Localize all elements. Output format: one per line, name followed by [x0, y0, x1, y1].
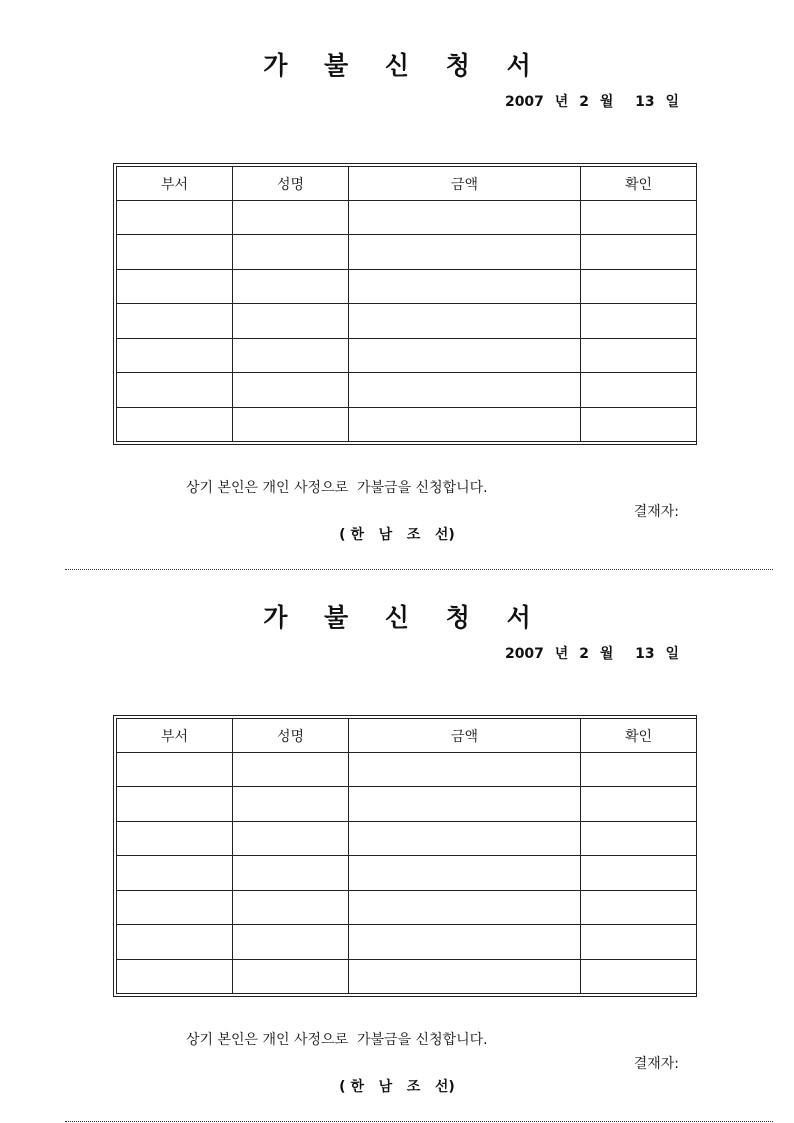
table-row [117, 235, 697, 269]
company-name: ( 한 남 조 선) [339, 1079, 455, 1095]
cell-amount[interactable] [349, 856, 581, 890]
table-row [117, 304, 697, 338]
cell-confirm[interactable] [581, 753, 697, 787]
cell-name[interactable] [233, 787, 349, 821]
request-table [116, 166, 697, 442]
cell-amount[interactable] [349, 373, 581, 407]
cell-confirm[interactable] [581, 856, 697, 890]
table-row [117, 856, 697, 890]
cell-amount[interactable] [349, 890, 581, 924]
date-month-unit: 월 [599, 646, 614, 662]
cell-confirm[interactable] [581, 304, 697, 338]
request-form-2 [0, 552, 794, 1104]
date-day: 13 [635, 646, 655, 662]
cell-amount[interactable] [349, 821, 581, 855]
cell-amount[interactable] [349, 925, 581, 959]
approver-label: 결재자: [633, 1056, 679, 1072]
form-date [505, 643, 679, 663]
table-row [117, 407, 697, 441]
cell-amount[interactable] [349, 235, 581, 269]
request-table [116, 718, 697, 994]
table-row [117, 753, 697, 787]
cell-department[interactable] [117, 753, 233, 787]
cell-confirm[interactable] [581, 201, 697, 235]
table-row [117, 269, 697, 303]
cell-name[interactable] [233, 856, 349, 890]
table-row [117, 787, 697, 821]
date-day-unit: 일 [665, 646, 679, 662]
company-name: ( 한 남 조 선) [339, 527, 455, 543]
table-row [117, 373, 697, 407]
cell-amount[interactable] [349, 407, 581, 441]
request-form-1 [0, 0, 794, 552]
cell-name[interactable] [233, 235, 349, 269]
table-row [117, 890, 697, 924]
date-year-unit: 년 [554, 94, 569, 110]
cell-department[interactable] [117, 856, 233, 890]
cell-confirm[interactable] [581, 235, 697, 269]
cell-name[interactable] [233, 269, 349, 303]
cell-confirm[interactable] [581, 338, 697, 372]
form-date [505, 91, 679, 111]
table-row [117, 201, 697, 235]
cell-department[interactable] [117, 821, 233, 855]
cell-department[interactable] [117, 338, 233, 372]
table-row [117, 338, 697, 372]
table-row [117, 821, 697, 855]
cell-name[interactable] [233, 753, 349, 787]
table-row [117, 925, 697, 959]
request-statement: 상기 본인은 개인 사정으로 가불금을 신청합니다. [186, 1032, 488, 1048]
cell-amount[interactable] [349, 753, 581, 787]
cell-amount[interactable] [349, 269, 581, 303]
cell-name[interactable] [233, 925, 349, 959]
cell-name[interactable] [233, 959, 349, 993]
cell-confirm[interactable] [581, 373, 697, 407]
cell-confirm[interactable] [581, 269, 697, 303]
cell-name[interactable] [233, 304, 349, 338]
date-year-unit: 년 [554, 646, 569, 662]
col-header-confirm: 확인 [581, 167, 697, 201]
cell-confirm[interactable] [581, 890, 697, 924]
cell-department[interactable] [117, 787, 233, 821]
cell-department[interactable] [117, 959, 233, 993]
col-header-amount: 금액 [349, 719, 581, 753]
form-title: 가 불 신 청 서 [263, 603, 545, 632]
cell-amount[interactable] [349, 304, 581, 338]
date-month: 2 [579, 646, 589, 662]
cell-department[interactable] [117, 407, 233, 441]
cell-name[interactable] [233, 201, 349, 235]
date-month-unit: 월 [599, 94, 614, 110]
cell-department[interactable] [117, 201, 233, 235]
col-header-amount: 금액 [349, 167, 581, 201]
table-header-row [117, 167, 697, 201]
date-day-unit: 일 [665, 94, 679, 110]
cell-confirm[interactable] [581, 787, 697, 821]
cell-department[interactable] [117, 235, 233, 269]
cell-name[interactable] [233, 890, 349, 924]
col-header-department: 부서 [117, 719, 233, 753]
table-header-row [117, 719, 697, 753]
request-table-frame [113, 715, 697, 997]
cell-department[interactable] [117, 304, 233, 338]
cell-confirm[interactable] [581, 821, 697, 855]
cell-confirm[interactable] [581, 407, 697, 441]
cell-name[interactable] [233, 407, 349, 441]
col-header-confirm: 확인 [581, 719, 697, 753]
cell-name[interactable] [233, 373, 349, 407]
col-header-department: 부서 [117, 167, 233, 201]
table-row [117, 959, 697, 993]
cell-department[interactable] [117, 373, 233, 407]
cell-confirm[interactable] [581, 925, 697, 959]
cell-name[interactable] [233, 338, 349, 372]
date-month: 2 [579, 94, 589, 110]
col-header-name: 성명 [233, 167, 349, 201]
cell-department[interactable] [117, 890, 233, 924]
approver-label: 결재자: [633, 504, 679, 520]
cell-amount[interactable] [349, 338, 581, 372]
cell-name[interactable] [233, 821, 349, 855]
date-day: 13 [635, 94, 655, 110]
cell-confirm[interactable] [581, 959, 697, 993]
cell-amount[interactable] [349, 959, 581, 993]
cut-line-divider [65, 1121, 773, 1122]
cell-department[interactable] [117, 269, 233, 303]
form-title: 가 불 신 청 서 [263, 51, 545, 80]
cell-department[interactable] [117, 925, 233, 959]
date-year: 2007 [504, 646, 544, 662]
cell-amount[interactable] [349, 201, 581, 235]
col-header-name: 성명 [233, 719, 349, 753]
request-table-frame [113, 163, 697, 445]
date-year: 2007 [504, 94, 544, 110]
cell-amount[interactable] [349, 787, 581, 821]
request-statement: 상기 본인은 개인 사정으로 가불금을 신청합니다. [186, 480, 488, 496]
